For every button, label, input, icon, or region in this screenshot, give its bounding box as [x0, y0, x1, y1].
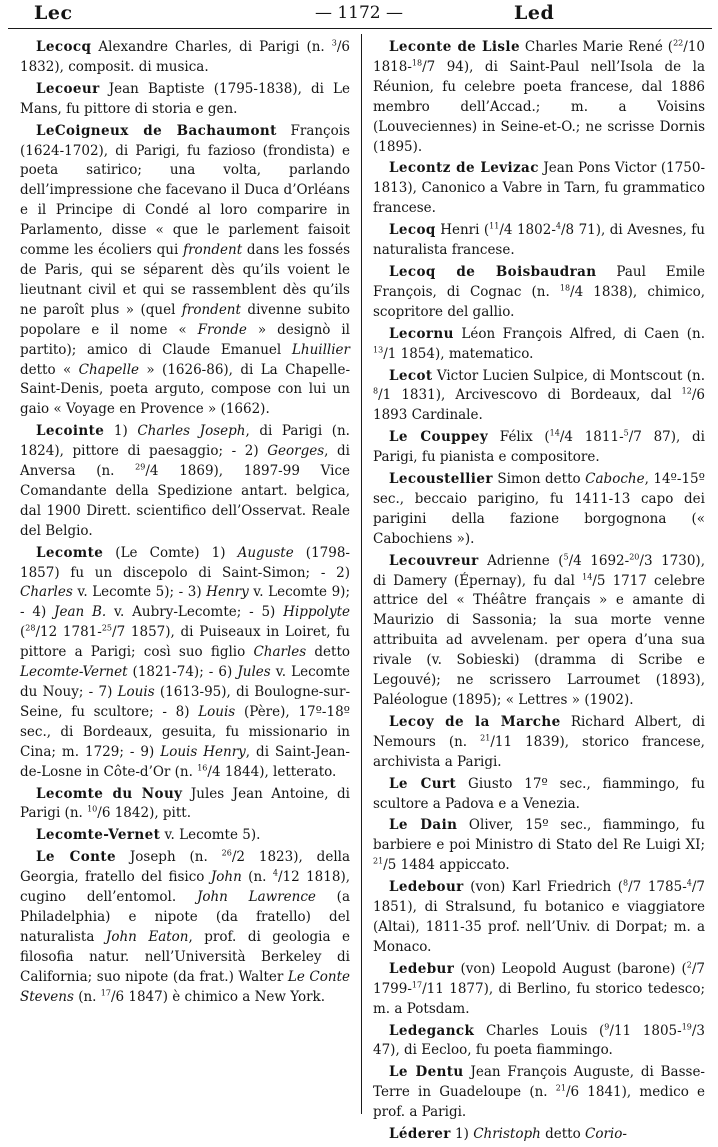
entry-text: Félix ( — [488, 429, 550, 446]
entry-italic: Fronde — [197, 321, 247, 338]
entry-superscript: 3 — [331, 38, 337, 48]
dictionary-entry — [373, 159, 705, 219]
entry-text: Jean Baptiste (1795-1838), di Le Mans, fu pittore di storia e gen. — [20, 80, 350, 117]
entry-superscript: 22 — [673, 38, 684, 48]
entry-superscript: 4 — [272, 868, 278, 878]
entry-text: (von) Leopold August (barone) ( — [454, 960, 687, 977]
entry-italic: Charles — [253, 644, 307, 661]
entry-text: v. Lecomte 9); - 4) — [20, 584, 350, 621]
entry-text: /10 1818- — [373, 39, 705, 75]
entry-italic: Louis — [198, 703, 236, 720]
entry-headword: Ledebur — [389, 960, 455, 977]
entry-superscript: 13 — [373, 345, 384, 355]
dictionary-entry — [373, 1063, 705, 1123]
entry-superscript: 5 — [563, 552, 569, 562]
dictionary-entry — [20, 848, 350, 1007]
entry-text: Joseph (n. — [115, 849, 222, 866]
entry-italic: Christoph — [473, 1126, 541, 1143]
entry-text: /1 1831), Arcivescovo di Bordeaux, dal — [378, 387, 682, 404]
dictionary-entry — [373, 1125, 705, 1145]
entry-text: /6 1832), composit. di musica. — [20, 39, 350, 75]
entry-headword: Le Conte — [36, 849, 116, 866]
header-left-guideword: Lec — [34, 2, 73, 24]
entry-text: /7 87), di Parigi, fu pianista e compositore. — [373, 429, 705, 466]
entry-superscript: 21 — [480, 733, 491, 743]
entry-text: /6 1841), medico e prof. a Parigi. — [373, 1084, 706, 1121]
entry-text: /4 1811- — [559, 429, 624, 446]
header-rule — [8, 28, 712, 29]
entry-text: Oliver, 15º sec., fiammingo, fu barbiere e poi Ministro di Stato del Re Luigi XI; — [373, 817, 705, 854]
dictionary-entry — [373, 38, 705, 157]
entry-italic: Louis — [117, 684, 155, 700]
entry-text: /12 1818), cugino dell’entomol. — [20, 869, 350, 906]
entry-text: Adrienne ( — [478, 552, 564, 569]
entry-headword: Lecouvreur — [389, 552, 479, 569]
dictionary-entry — [20, 38, 350, 78]
dictionary-entry — [373, 325, 705, 365]
entry-text: Léon François Alfred, di Caen (n. — [453, 325, 705, 342]
entry-text: Victor Lucien Sulpice, di Montscout (n. — [432, 367, 705, 384]
entry-superscript: 12 — [681, 386, 692, 396]
entry-headword: Ledeganck — [389, 1022, 475, 1039]
entry-text: v. Lecomte 5). — [160, 827, 261, 844]
entry-text: , di Anversa (n. — [20, 443, 350, 480]
entry-superscript: 21 — [555, 1083, 566, 1093]
entry-text: detto — [540, 1126, 586, 1143]
entry-italic: Jules — [237, 664, 271, 681]
entry-superscript: 18 — [411, 58, 423, 68]
entry-italic: Lecomte-Vernet — [20, 664, 128, 681]
dictionary-entry — [20, 826, 350, 846]
entry-headword: Le Dentu — [389, 1064, 464, 1081]
header-right-guideword: Led — [514, 2, 555, 24]
dictionary-entry — [20, 544, 350, 783]
entry-text: detto « — [20, 361, 79, 378]
dictionary-entry — [373, 263, 705, 323]
entry-superscript: 10 — [87, 804, 98, 814]
entry-superscript: 16 — [197, 763, 208, 773]
entry-text: ( — [20, 624, 26, 641]
entry-italic: Louis Henry — [160, 743, 246, 760]
entry-superscript: 26 — [221, 848, 232, 858]
entry-text: /7 1799- — [373, 960, 705, 997]
entry-italic: Caboche — [585, 471, 645, 488]
entry-text: (n. — [241, 869, 273, 886]
entry-text: (Père), 17º-18º sec., di Bordeaux, gesuita, fu missionario in Cina; m. 1729; - 9) — [20, 703, 351, 760]
entry-headword: LeCoigneux de Bachaumont — [36, 122, 277, 139]
entry-italic: Le Conte Stevens — [20, 968, 350, 1005]
entry-text: 1) — [104, 423, 138, 440]
entry-text: /5 1717 celebre attrice del « Théâtre français » e amante di Maurizio di Sassonia; la sua morte venne attribuita ad avvelenam. per opera d’una sua rivale (v. Sobieski) (dramma di Scribe e Legouvé); ne scrissero Larroumet (1893), Paléologue (1895); « Lettres » (1902). — [373, 572, 705, 708]
dictionary-entry — [20, 80, 350, 120]
entry-text: , 14º-15º sec., beccaio parigino, fu 1411-13 capo dei parigini della fazione borgognona (« Cabochiens »). — [373, 471, 705, 547]
dictionary-entry — [373, 775, 705, 815]
dictionary-entry — [373, 1022, 705, 1062]
entry-text: v. Lecomte du Nouy; - 7) — [20, 664, 351, 700]
entry-headword: Lecot — [389, 367, 433, 384]
entry-text: 1) — [450, 1126, 474, 1143]
dictionary-entry — [373, 878, 705, 958]
entry-headword: Lecomte du Nouy — [36, 785, 183, 802]
entry-italic: Charles Joseph — [137, 423, 246, 440]
entry-superscript: 11 — [489, 221, 500, 231]
entry-italic: Jean B. — [54, 604, 107, 621]
entry-italic: John — [210, 869, 242, 886]
entry-italic: frondent — [181, 301, 241, 318]
entry-superscript: 5 — [623, 428, 629, 438]
dictionary-entry — [20, 422, 350, 541]
entry-text: /6 1893 Cardinale. — [373, 387, 705, 424]
entry-text: /8 71), di Avesnes, fu naturalista francese. — [373, 222, 706, 259]
dictionary-entry — [373, 367, 705, 427]
dictionary-entry — [373, 816, 705, 876]
entry-text: Jean François Auguste, di Basse-Terre in Guadeloupe (n. — [373, 1064, 705, 1101]
dictionary-entry — [373, 221, 705, 261]
entry-headword: Le Dain — [389, 817, 458, 834]
entry-text: dans les fossés de Paris, qui se séparent dès qu’ils voient le lieutnant civil et qui se rassemblent dès qu’ils ne paroît plus » (quel — [20, 242, 350, 318]
entry-text: /11 1805- — [609, 1022, 682, 1039]
entry-text: /12 1781- — [35, 624, 102, 641]
entry-superscript: 17 — [100, 988, 111, 998]
entry-text: v. Lecomte 5); - 3) — [72, 584, 207, 601]
entry-text: /3 1730), di Damery (Épernay), fu dal — [373, 552, 705, 589]
entry-text: /3 47), di Eecloo, fu poeta fiammingo. — [373, 1022, 706, 1059]
entry-headword: Lecoy de la Marche — [389, 713, 561, 730]
entry-italic: Henry — [206, 584, 249, 601]
entry-text: /7 1785- — [628, 879, 687, 896]
entry-text: Charles Marie René ( — [519, 39, 674, 55]
page-number: — 1172 — — [314, 3, 404, 23]
entry-superscript: 25 — [101, 623, 113, 633]
entry-italic: Georges — [267, 443, 325, 460]
entry-text: Charles Louis ( — [474, 1022, 605, 1039]
entry-text: /1 1854), matematico. — [383, 345, 534, 362]
entry-superscript: 19 — [681, 1022, 692, 1031]
entry-text: (n. — [73, 988, 101, 1005]
entry-headword: Lecoq — [389, 222, 436, 239]
entry-text: /2 1823), della Georgia, fratello del fisico — [20, 849, 350, 886]
entry-superscript: 8 — [623, 878, 629, 888]
entry-headword: Lecointe — [36, 423, 105, 440]
entry-headword: Lecoeur — [36, 80, 100, 97]
entry-italic: Charles — [20, 584, 73, 601]
entry-text: (1821-74); - 6) — [127, 664, 238, 681]
entry-italic: John Lawrence — [196, 889, 316, 906]
entry-text: Simon detto — [492, 471, 586, 488]
entry-superscript: 9 — [604, 1022, 610, 1031]
entry-superscript: 21 — [373, 856, 384, 866]
entry-superscript: 4 — [686, 878, 692, 888]
entry-superscript: 29 — [135, 462, 146, 472]
entry-text: Jean Pons Victor (1750-1813), Canonico a Vabre in Tarn, fu grammatico francese. — [373, 160, 706, 217]
entry-text: /11 1877), di Berlino, fu storico tedesco; m. a Potsdam. — [373, 980, 705, 1017]
entry-superscript: 2 — [686, 960, 692, 970]
entry-headword: Lecoustellier — [389, 471, 493, 488]
column-divider — [361, 34, 362, 1114]
entry-headword: Lecomte — [36, 544, 104, 561]
entry-italic: Corio- — [585, 1126, 627, 1143]
entry-superscript: 14 — [582, 572, 593, 582]
entry-text: François (1624-1702), di Parigi, fu fazioso (frondista) e poeta satirico; una volta, parlando dell’impressione che facevano il Duca d’Orléans e il Principe di Condé al loro comparire in Parlamento, disse « que le parlement faisoit comme les écoliers qui — [20, 122, 350, 259]
entry-text: » (1626-86), di La Chapelle-Saint-Denis, poeta arguto, compose con lui un gaio « Voyage en Provence » (1662). — [20, 361, 351, 418]
left-column — [20, 38, 350, 1010]
entry-italic: Hippolyte — [283, 604, 351, 621]
entry-headword: Lecornu — [389, 325, 454, 342]
entry-text: /4 1802- — [499, 222, 556, 239]
entry-italic: Chapelle — [78, 361, 139, 378]
entry-italic: Auguste — [237, 544, 294, 561]
entry-text: (1613-95), di Boulogne-sur-Seine, fu scultore; - 8) — [20, 684, 351, 720]
entry-text: /11 1839), storico francese, archivista a Parigi. — [373, 733, 705, 770]
entry-text: v. Aubry-Lecomte; - 5) — [106, 604, 284, 621]
entry-text: (1798-1857) fu un discepolo di Saint-Simon; - 2) — [20, 544, 350, 581]
entry-text: , di Saint-Jean-de-Losne in Côte-d’Or (n. — [20, 743, 350, 780]
entry-superscript: 20 — [629, 552, 640, 562]
dictionary-entry — [20, 122, 350, 421]
entry-headword: Lecocq — [36, 39, 92, 55]
entry-text: /4 1844), letterato. — [207, 763, 337, 780]
entry-italic: John Eaton — [105, 928, 189, 945]
entry-superscript: 8 — [373, 386, 379, 396]
entry-headword: Le Curt — [389, 775, 457, 792]
entry-text: (Le Comte) 1) — [103, 544, 238, 561]
right-column — [373, 38, 705, 1147]
entry-text: /6 1842), pitt. — [97, 805, 192, 822]
entry-headword: Lecontz de Levizac — [389, 160, 539, 177]
entry-headword: Ledebour — [389, 879, 464, 896]
entry-headword: Leconte de Lisle — [389, 39, 520, 55]
entry-text: /6 1847) è chimico a New York. — [110, 988, 326, 1005]
entry-text: Paul Emile François, di Cognac (n. — [373, 263, 705, 300]
entry-text: /5 1484 appiccato. — [383, 857, 510, 874]
entry-text: /4 1869), 1897-99 Vice Comandante della Spedizione antart. belgica, dal 1900 Dirett. scientifico dell’Osservat. Reale del Belgio. — [20, 463, 350, 539]
entry-text: Giusto 17º sec., fiammingo, fu scultore a Padova e a Venezia. — [373, 775, 705, 812]
dictionary-entry — [373, 960, 705, 1020]
page-header — [0, 0, 718, 28]
entry-superscript: 14 — [549, 428, 560, 438]
entry-text: Alexandre Charles, di Parigi (n. — [91, 39, 332, 55]
dictionary-entry — [373, 470, 705, 550]
entry-headword: Lecoq de Boisbaudran — [389, 263, 597, 280]
entry-text: (von) Karl Friedrich ( — [463, 879, 624, 896]
dictionary-entry — [20, 785, 350, 825]
entry-italic: frondent — [183, 242, 243, 259]
entry-text: divenne subito popolare e il nome « — [20, 301, 351, 338]
entry-superscript: 18 — [559, 283, 571, 293]
entry-superscript: 28 — [25, 623, 36, 633]
entry-superscript: 17 — [411, 980, 423, 990]
entry-text: /4 1838), chimico, scopritore del gallio. — [373, 283, 705, 320]
entry-text: Henri ( — [435, 222, 490, 239]
entry-text: , di Parigi (n. 1824), pittore di paesaggio; - 2) — [20, 423, 350, 460]
entry-headword: Lecomte-Vernet — [36, 827, 161, 844]
entry-text: /4 1692- — [568, 552, 630, 569]
entry-text: Richard Albert, di Nemours (n. — [373, 713, 705, 750]
entry-text: /7 1851), di Stralsund, fu botanico e viaggiatore (Altai), 1811-35 prof. nell’Univ. di Dorpat; m. a Monaco. — [373, 879, 705, 955]
dictionary-entry — [373, 428, 705, 468]
entry-text: » designò il partito); amico di Claude Emanuel — [20, 321, 351, 358]
dictionary-entry — [373, 552, 705, 711]
entry-text: /7 1857), di Puiseaux in Loiret, fu pittore a Parigi; così suo figlio — [20, 624, 351, 661]
entry-text: Jules Jean Antoine, di Parigi (n. — [20, 785, 350, 822]
entry-text: , prof. di geologia e filosofia natur. nell’Università Berkeley di California; suo nipote (da frat.) Walter — [20, 928, 350, 985]
entry-headword: Léderer — [389, 1126, 451, 1143]
entry-superscript: 4 — [555, 221, 561, 231]
entry-headword: Le Couppey — [389, 429, 489, 446]
entry-italic: Lhuillier — [291, 341, 350, 358]
entry-text: detto — [306, 644, 350, 661]
entry-text: (a Philadelphia) e nipote (da fratello) del naturalista — [20, 889, 351, 945]
dictionary-entry — [373, 713, 705, 773]
entry-text: /7 94), di Saint-Paul nell’Isola de la Réunion, fu celebre poeta francese, dal 1886 membro dell’Accad.; m. a Voisins (Louveciennes) in Seine-et-O.; ne scrisse Dornis (1895). — [373, 58, 705, 155]
